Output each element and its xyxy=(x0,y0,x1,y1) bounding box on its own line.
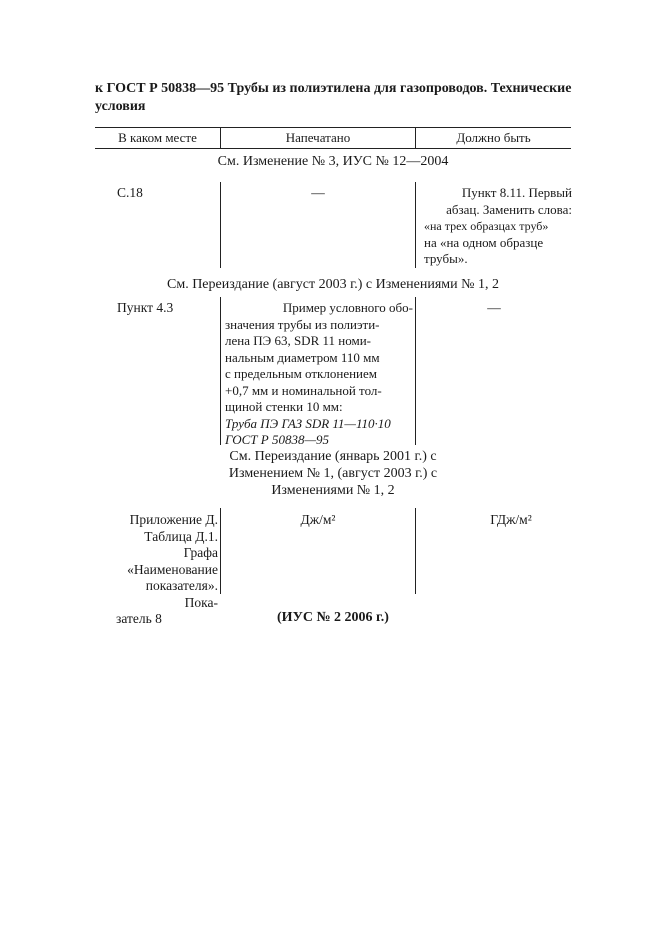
should-be-cell: — xyxy=(487,300,501,315)
text-line: показателя». Пока- xyxy=(145,578,218,610)
text-line: значения трубы из полиэти- xyxy=(225,316,380,332)
should-be-cell xyxy=(424,185,572,268)
text-line: +0,7 мм и номинальной тол- xyxy=(225,382,382,398)
text-line: с предельным отклонением xyxy=(225,366,377,381)
text-line: трубы». xyxy=(424,251,468,266)
section-note: См. Изменение № 3, ИУС № 12—2004 xyxy=(217,154,449,169)
header-should-be: Должно быть xyxy=(456,130,531,145)
text-line: на «на одном образце xyxy=(424,234,544,250)
text-line: «Наименование xyxy=(127,561,218,577)
table-header xyxy=(95,127,571,149)
column-divider xyxy=(220,297,221,445)
section-note: См. Переиздание (август 2003 г.) с Изменениями № 1, 2 xyxy=(167,277,499,292)
note-line: Изменениями № 1, 2 xyxy=(271,483,395,498)
text-line: Труба ПЭ ГАЗ SDR 11—110·10 xyxy=(225,415,391,431)
text-line: Приложение Д. xyxy=(129,512,218,527)
document-title: к ГОСТ Р 50838—95 Трубы из полиэтилена для газопроводов. Технические условия xyxy=(95,81,572,114)
section-note xyxy=(95,448,571,499)
column-divider xyxy=(415,182,416,268)
header-printed: Напечатано xyxy=(285,130,351,145)
text-line: затель 8 xyxy=(116,611,162,626)
place-cell: С.18 xyxy=(117,185,143,200)
text-line: Пример условного обо- xyxy=(282,300,413,315)
note-line: Изменением № 1, (август 2003 г.) с xyxy=(228,466,438,481)
text-line: Пункт 8.11. Первый xyxy=(461,185,572,200)
header-place: В каком месте xyxy=(118,130,197,145)
place-cell: Пункт 4.3 xyxy=(117,300,174,315)
printed-cell: Дж/м² xyxy=(300,512,336,527)
footer-note: (ИУС № 2 2006 г.) xyxy=(277,610,389,625)
text-line: абзац. Заменить слова: xyxy=(446,201,572,217)
text-line: щиной стенки 10 мм: xyxy=(225,399,343,414)
text-line: нальным диаметром 110 мм xyxy=(225,349,380,365)
printed-cell: — xyxy=(311,185,325,200)
text-line: Таблица Д.1. Графа xyxy=(144,528,218,560)
text-line: ГОСТ Р 50838—95 xyxy=(225,432,330,447)
note-line: См. Переиздание (январь 2001 г.) с xyxy=(229,449,437,464)
column-divider xyxy=(415,297,416,445)
text-line: «на трех образцах труб» xyxy=(424,219,549,233)
should-be-cell: ГДж/м² xyxy=(490,512,532,527)
text-line: лена ПЭ 63, SDR 11 номи- xyxy=(225,333,371,348)
printed-cell xyxy=(225,300,413,449)
